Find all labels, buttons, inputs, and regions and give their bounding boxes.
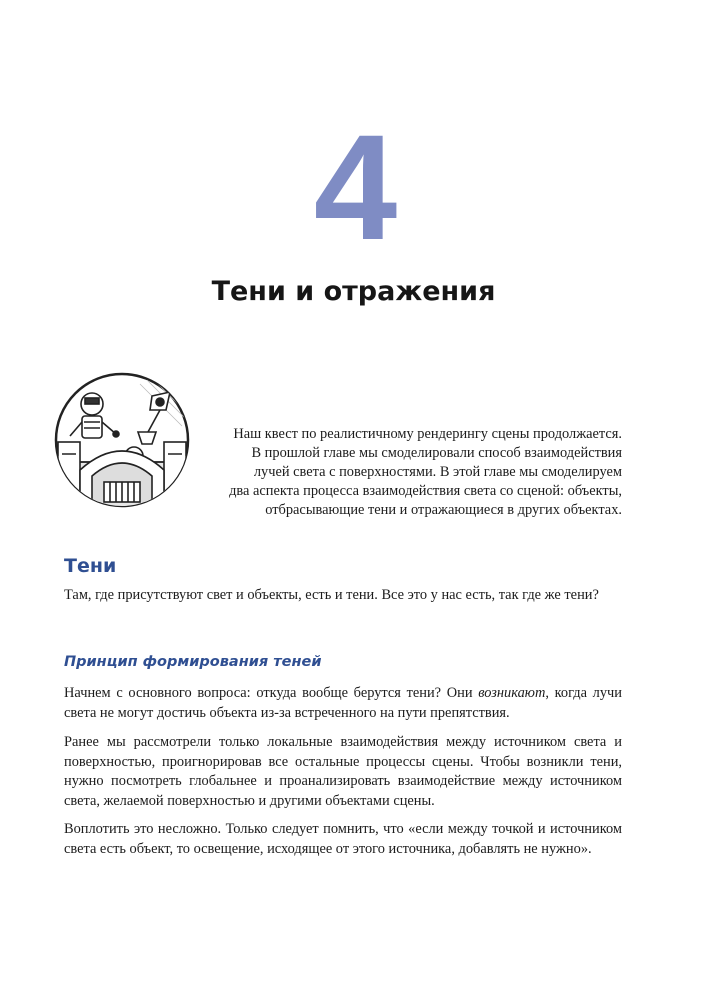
intro-line: Наш квест по реалистичному рендерингу сцены продолжается. (233, 426, 622, 442)
paragraph (64, 684, 622, 723)
emphasis-text: возникают (478, 685, 546, 701)
paragraph: Ранее мы рассмотрели только локальные взаимодействия между источником света и поверхностью, проигнорировав все остальные процессы сцены. Чтобы возникли тени, нужно посмотреть глобальнее и проанализировать взаимодействие между источником света, желаемой поверхностью и другими объектами сцены. (64, 734, 622, 809)
chapter-intro (160, 425, 622, 520)
intro-line: отбрасывающие тени и отражающиеся в других объектах. (265, 502, 622, 518)
subsection-title: Принцип формирования теней (64, 654, 322, 670)
paragraph-text: Начнем с основного вопроса: откуда вообще берутся тени? Они (64, 685, 479, 701)
paragraph: Воплотить это несложно. Только следует помнить, что «если между точкой и источником света есть объект, то освещение, исходящее от этого источника, добавлять не нужно». (64, 821, 622, 857)
paragraph: Там, где присутствуют свет и объекты, есть и тени. Все это у нас есть, так где же тени? (64, 587, 599, 603)
intro-line: В прошлой главе мы смоделировали способ взаимодействия (251, 445, 622, 461)
paragraph-text: , когда лучи света не могут достичь объекта из-за встреченного на пути препятствия. (64, 685, 622, 721)
intro-line: лучей света с поверхностями. В этой главе мы смоделируем (253, 464, 622, 480)
chapter-number: 4 (313, 103, 394, 271)
chapter-title: Тени и отражения (211, 276, 496, 307)
intro-line: два аспекта процесса взаимодействия света со сценой: объекты, (229, 483, 622, 499)
section-title: Тени (64, 555, 117, 577)
